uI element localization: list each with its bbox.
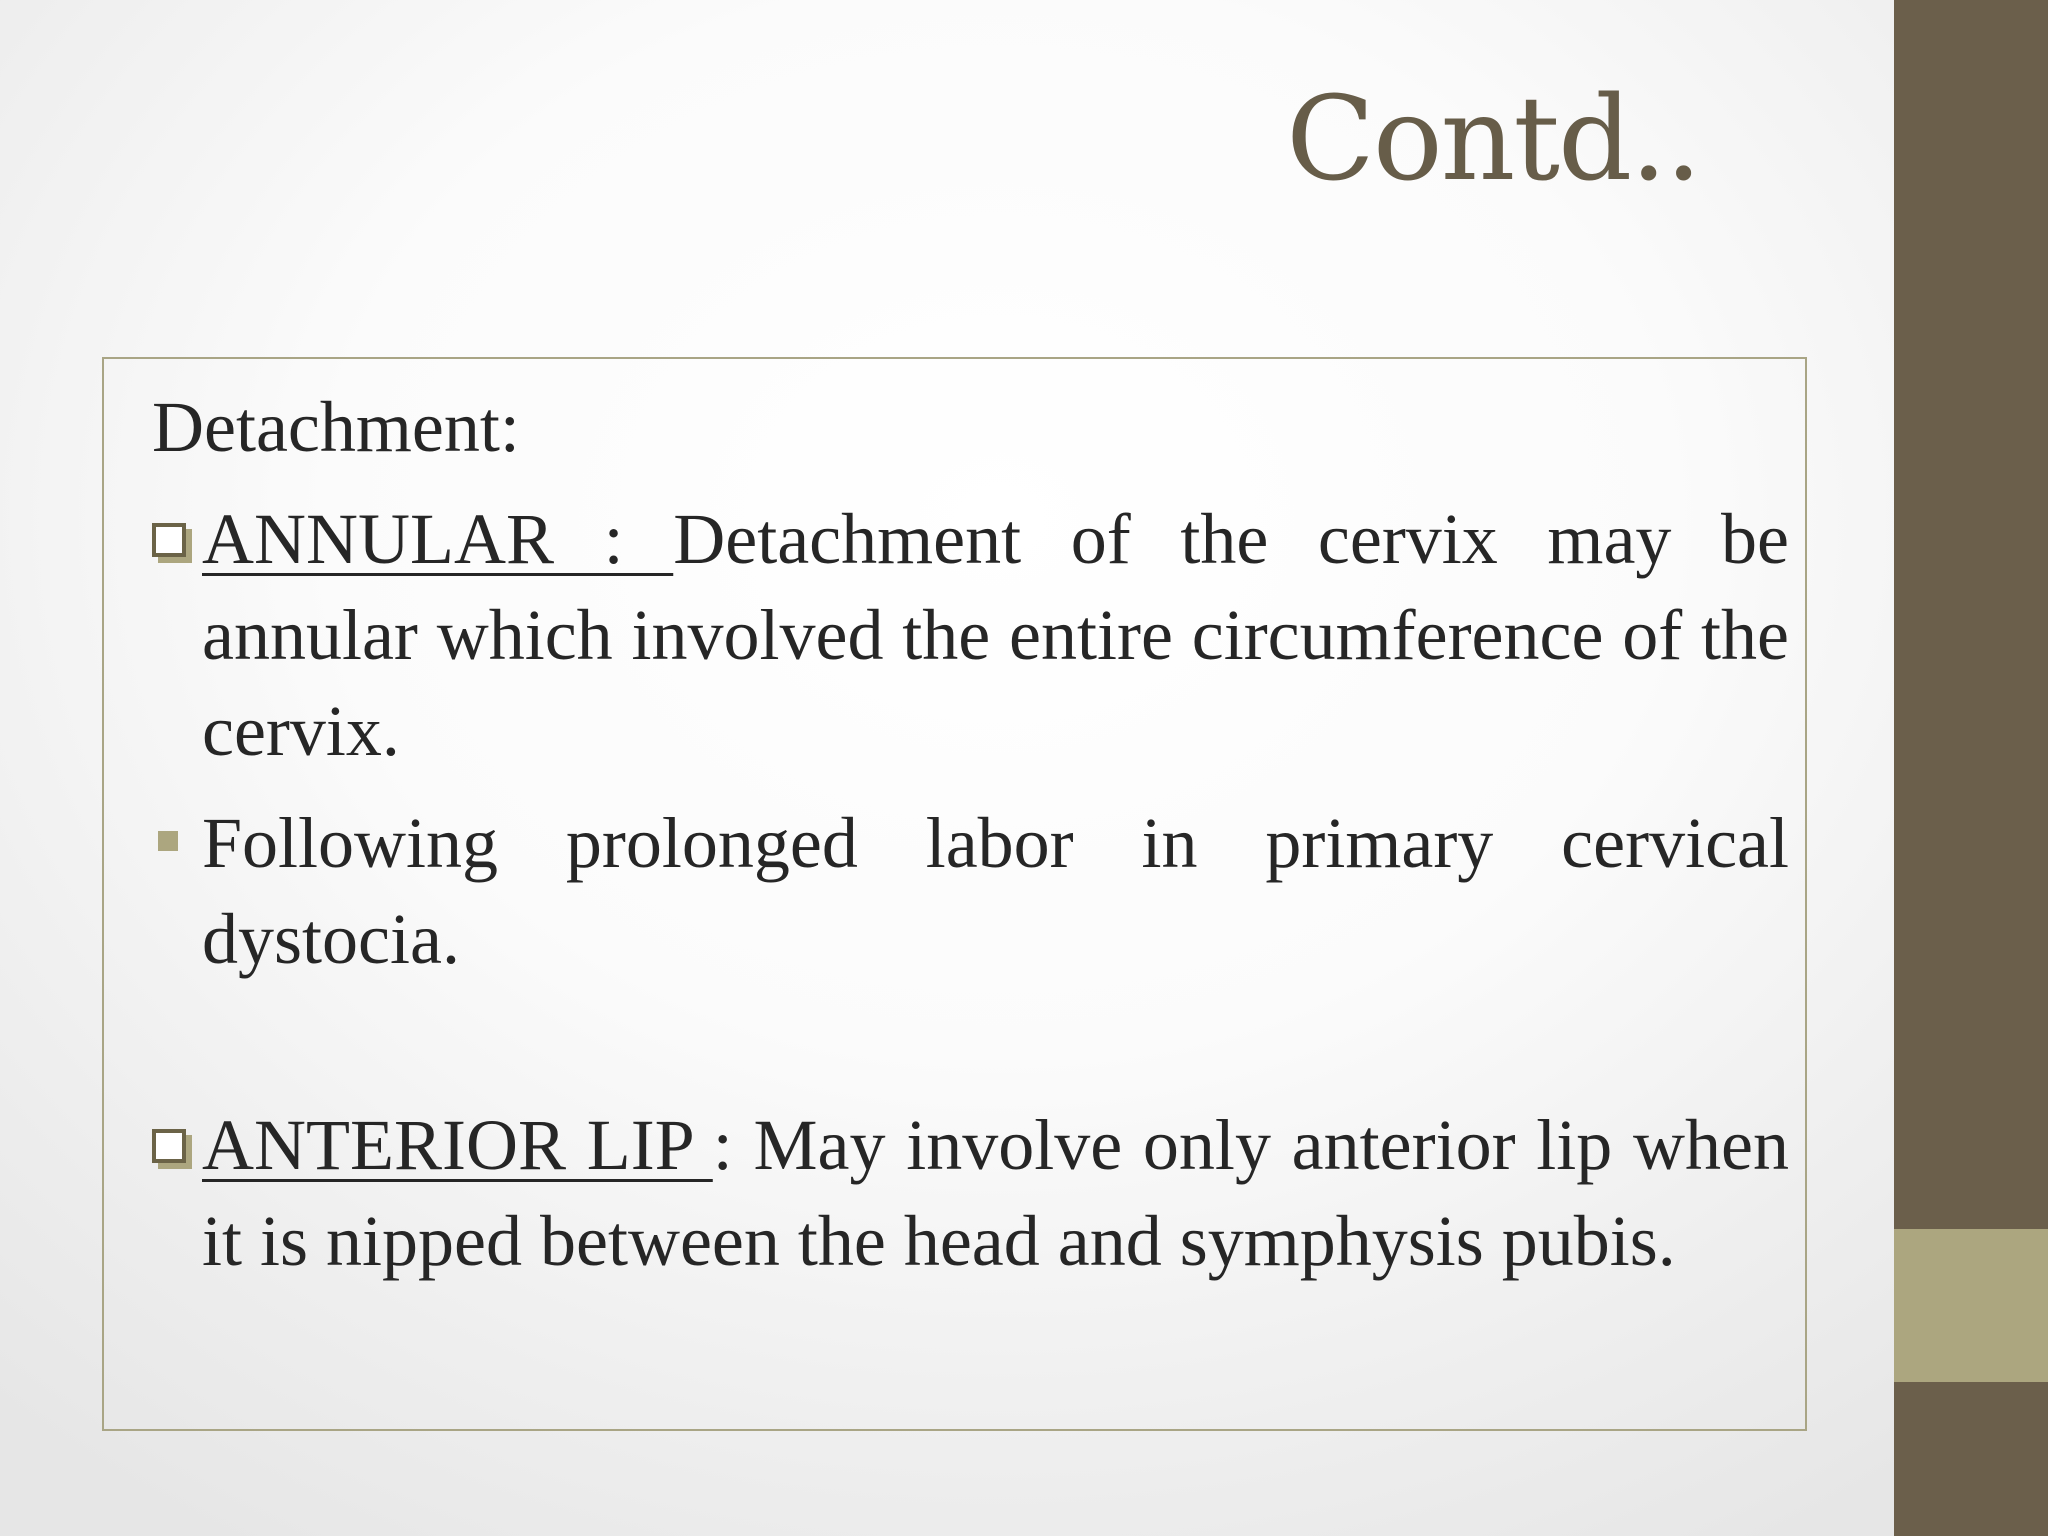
anterior-text: : May involve only anterior lip when it is nipped between the head and symphysis pubis.: [202, 1105, 1789, 1281]
decorative-sidebar: [1894, 0, 2048, 1536]
hollow-square-bullet-icon: [152, 1129, 186, 1163]
content-text: [152, 379, 1789, 1289]
anterior-paragraph: [202, 1097, 1789, 1289]
prolonged-labor-text: Following prolonged labor in primary cervical dystocia.: [202, 803, 1789, 979]
hollow-square-bullet-icon: [152, 523, 186, 557]
list-item-prolonged-labor: [152, 795, 1789, 987]
slide-title: Contd..: [1286, 72, 1700, 207]
section-heading: Detachment:: [152, 387, 520, 467]
annular-text: Detachment of the cervix may be annular which involved the entire circumference of the cervix.: [202, 499, 1789, 771]
annular-paragraph: [202, 491, 1789, 779]
content-box: [102, 357, 1807, 1431]
sidebar-accent-block: [1894, 1229, 2048, 1382]
annular-label: ANNULAR :: [202, 499, 674, 579]
filled-square-bullet-icon: [158, 831, 178, 851]
anterior-label: ANTERIOR LIP: [202, 1105, 713, 1185]
list-item-annular: [152, 491, 1789, 779]
list-item-anterior-lip: [152, 1097, 1789, 1289]
